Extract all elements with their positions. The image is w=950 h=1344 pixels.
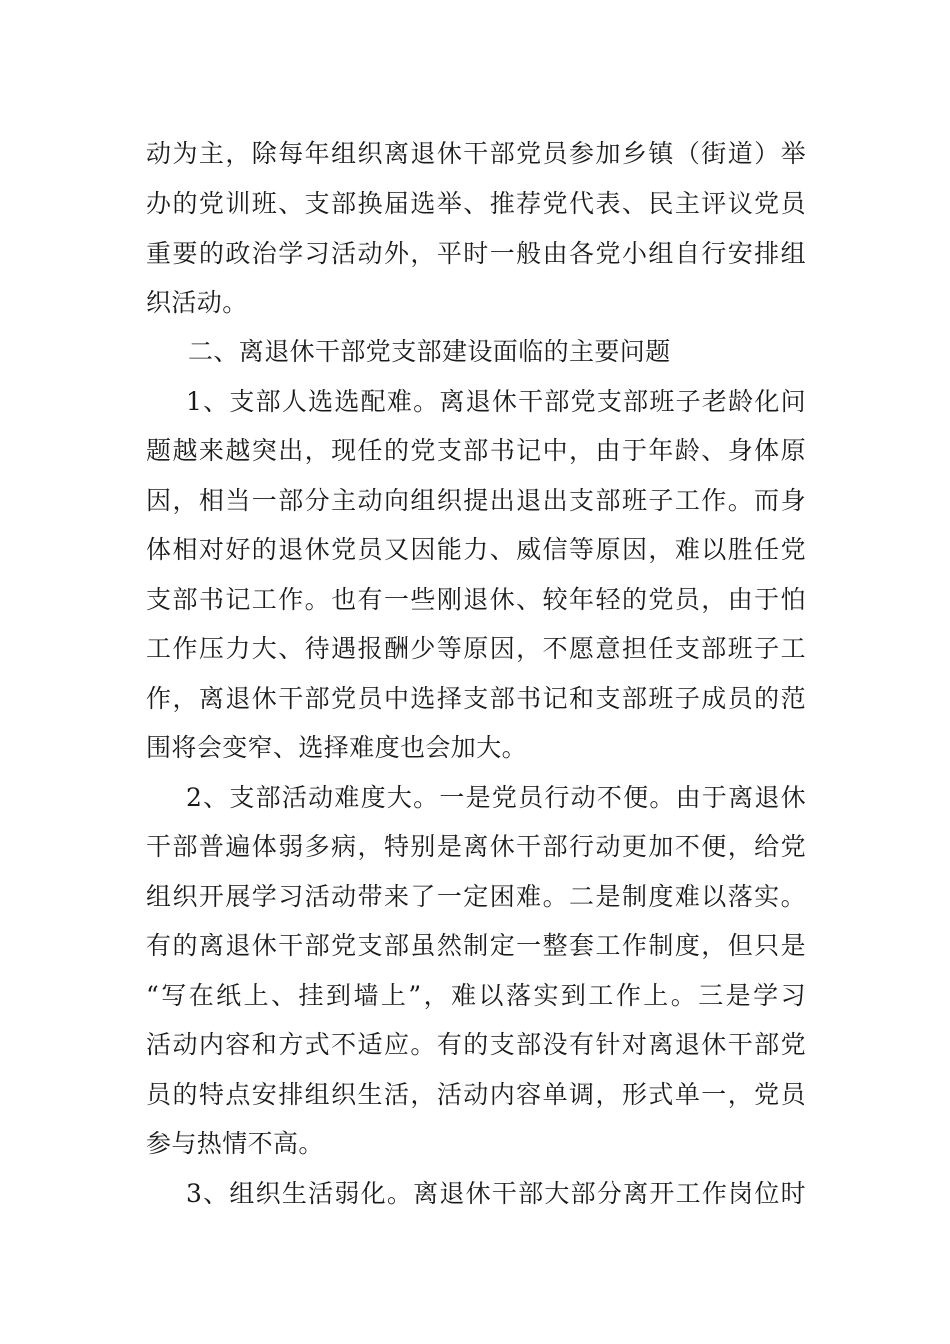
body-text-line: 工作压力大、待遇报酬少等原因，不愿意担任支部班子工 xyxy=(146,634,806,663)
numbered-paragraph-line: 1、支部人选选配难。离退休干部党支部班子老龄化问 xyxy=(186,387,806,416)
body-text-line: 干部普遍体弱多病，特别是离休干部行动更加不便，给党 xyxy=(146,832,806,861)
body-text-line: 因，相当一部分主动向组织提出退出支部班子工作。而身 xyxy=(146,486,806,515)
body-text-line: 围将会变窄、选择难度也会加大。 xyxy=(146,733,528,762)
body-text-line: 组织开展学习活动带来了一定困难。二是制度难以落实。 xyxy=(146,882,806,911)
body-text-line: 办的党训班、支部换届选举、推荐党代表、民主评议党员 xyxy=(146,189,806,218)
body-text-line: 有的离退休干部党支部虽然制定一整套工作制度，但只是 xyxy=(146,931,806,960)
body-text-line: 题越来越突出，现任的党支部书记中，由于年龄、身体原 xyxy=(146,436,806,465)
body-text-line: 作，离退休干部党员中选择支部书记和支部班子成员的范 xyxy=(146,684,806,713)
body-text-line: 体相对好的退休党员又因能力、威信等原因，难以胜任党 xyxy=(146,535,806,564)
body-text-line: 动为主，除每年组织离退休干部党员参加乡镇（街道）举 xyxy=(146,139,806,168)
body-text-line: 员的特点安排组织生活，活动内容单调，形式单一，党员 xyxy=(146,1080,806,1109)
body-text-line: “写在纸上、挂到墙上”，难以落实到工作上。三是学习 xyxy=(146,981,806,1010)
section-heading: 二、离退休干部党支部建设面临的主要问题 xyxy=(188,337,671,366)
body-text-line: 参与热情不高。 xyxy=(146,1129,324,1158)
body-text-line: 支部书记工作。也有一些刚退休、较年轻的党员，由于怕 xyxy=(146,585,806,614)
numbered-paragraph-line: 2、支部活动难度大。一是党员行动不便。由于离退休 xyxy=(186,783,806,812)
body-text-line: 活动内容和方式不适应。有的支部没有针对离退休干部党 xyxy=(146,1030,806,1059)
body-text-line: 织活动。 xyxy=(146,288,248,317)
numbered-paragraph-line: 3、组织生活弱化。离退休干部大部分离开工作岗位时 xyxy=(186,1179,806,1208)
body-text-line: 重要的政治学习活动外，平时一般由各党小组自行安排组 xyxy=(146,239,806,268)
